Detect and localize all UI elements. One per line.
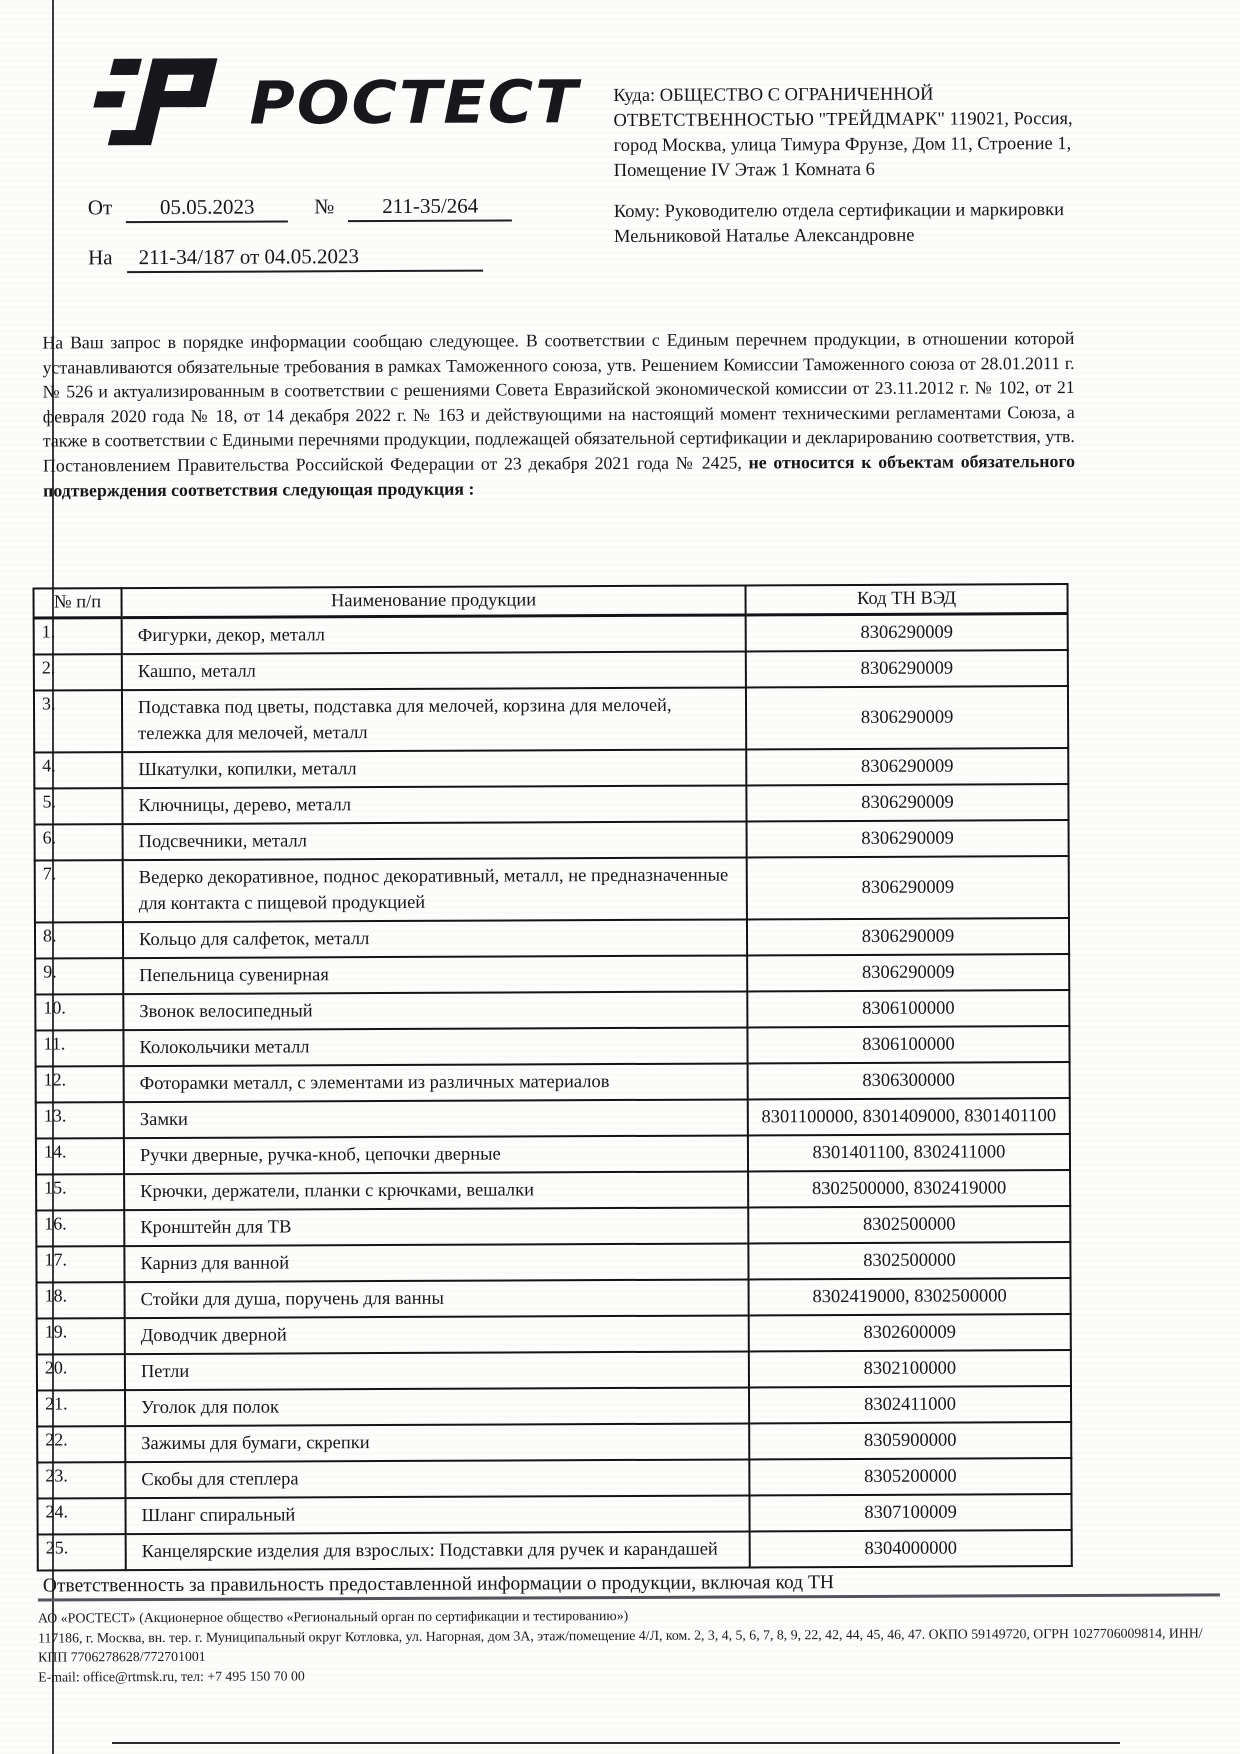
- row-number: 12.: [36, 1066, 124, 1102]
- body-paragraph: [42, 326, 1075, 503]
- from-date-value: 05.05.2023: [126, 194, 288, 223]
- product-name: Фигурки, декор, металл: [122, 615, 746, 654]
- table-row: [36, 1206, 1070, 1247]
- product-code: 8301401100, 8302411000: [748, 1134, 1070, 1171]
- product-name: Ручки дверные, ручка-кноб, цепочки дверные: [124, 1135, 748, 1174]
- reference-from-line: [88, 193, 513, 223]
- recipient-person: Мельниковой Наталье Александровне: [613, 225, 915, 248]
- product-code: 8306290009: [747, 856, 1069, 919]
- product-name: Замки: [124, 1099, 748, 1138]
- product-name: Фоторамки металл, с элементами из различных материалов: [124, 1063, 748, 1102]
- recipient-address: Куда: ОБЩЕСТВО С ОГРАНИЧЕННОЙ ОТВЕТСТВЕННОСТЬЮ "ТРЕЙДМАРК" 119021, Россия, город Москва, улица Тимура Фрунзе, Дом 11, Строение 1, Помещение IV Этаж 1 Комната 6: [613, 84, 1073, 182]
- row-number: 22.: [37, 1426, 125, 1462]
- product-name: Крючки, держатели, планки с крючками, вешалки: [124, 1171, 748, 1210]
- row-number: 16.: [36, 1210, 124, 1246]
- rostest-logo-icon: [83, 50, 235, 159]
- reference-reply-line: [88, 244, 483, 274]
- product-name: Канцелярские изделия для взрослых: Подставки для ручек и карандашей: [126, 1531, 750, 1570]
- table-row: [36, 1098, 1070, 1139]
- table-row: [37, 1314, 1071, 1355]
- product-code: 8306290009: [747, 918, 1069, 955]
- row-number: 3.: [34, 690, 122, 752]
- product-code: 8305900000: [749, 1422, 1071, 1459]
- product-code: 8306290009: [746, 748, 1068, 785]
- reply-reference-value: 211-34/187 от 04.05.2023: [127, 244, 483, 274]
- row-number: 10.: [35, 994, 123, 1030]
- row-number: 15.: [36, 1174, 124, 1210]
- product-table: [32, 583, 1072, 1572]
- table-row: [36, 1170, 1070, 1211]
- table-row: [36, 1242, 1070, 1283]
- product-name: Уголок для полок: [125, 1387, 749, 1426]
- table-row: [35, 954, 1069, 995]
- row-number: 17.: [36, 1246, 124, 1282]
- row-number: 21.: [37, 1390, 125, 1426]
- table-row: [35, 990, 1069, 1031]
- header-product-code: Код ТН ВЭД: [745, 584, 1067, 615]
- table-row: [34, 650, 1068, 691]
- product-code: 8302419000, 8302500000: [749, 1278, 1071, 1315]
- product-code: 8305200000: [749, 1458, 1071, 1495]
- table-row: [37, 1422, 1071, 1463]
- row-number: 18.: [37, 1282, 125, 1318]
- product-code: 8306290009: [746, 784, 1068, 821]
- row-number: 4.: [34, 752, 122, 788]
- recipient-attention: Кому: Руководителю отдела сертификации и маркировки: [613, 200, 1065, 223]
- row-number: 7.: [35, 860, 123, 922]
- number-label: №: [314, 194, 335, 219]
- footer-address-line: 117186, г. Москва, вн. тер. г. Муниципальный округ Котловка, ул. Нагорная, дом 3А, этаж/помещение 4/Л, ком. 2, 3, 4, 5, 6, 7, 8, 9, 22, 42, 44, 45, 46, 47. ОКПО 59149720, ОГРН 1027706009814, ИНН/КПП 7706278628/772701001: [38, 1624, 1203, 1665]
- row-number: 11.: [35, 1030, 123, 1066]
- reply-label: На: [88, 245, 113, 270]
- row-number: 14.: [36, 1138, 124, 1174]
- product-code: 8302500000: [748, 1206, 1070, 1243]
- table-row: [37, 1494, 1071, 1535]
- product-code: 8304000000: [750, 1530, 1072, 1567]
- product-name: Скобы для степлера: [125, 1459, 749, 1498]
- body-paragraph-text: На Ваш запрос в порядке информации сообщаю следующее. В соответствии с Единым перечнем продукции, в отношении которой устанавливаются обязательные требования в рамках Таможенного союза, утв. Решением Комиссии Таможенного союза от 28.01.2011 г. № 526 и актуализированным в соответствии с решениями Совета Евразийской экономической комиссии от 23.11.2012 г. № 102, от 21 февраля 2020 года № 18, от 14 декабря 2022 г. № 163 и действующими на настоящий момент техническими регламентами Союза, а также в соответствии с Едиными перечнями продукции, подлежащей обязательной сертификации и декларированию соответствия, утв. Постановлением Правительства Российской Федерации от 23 декабря 2021 года № 2425,: [42, 328, 1075, 476]
- header-product-name: Наименование продукции: [122, 585, 746, 617]
- table-row: [35, 918, 1069, 959]
- table-row: [38, 1530, 1072, 1571]
- table-row: [36, 1062, 1070, 1103]
- footer-company-line: АО «РОСТЕСТ» (Акционерное общество «Региональный орган по сертификации и тестированию»): [37, 1607, 629, 1626]
- product-name: Шланг спиральный: [125, 1495, 749, 1534]
- product-table-body: [34, 614, 1072, 1571]
- product-name: Звонок велосипедный: [123, 991, 747, 1030]
- table-row: [34, 784, 1068, 825]
- table-row: [37, 1350, 1071, 1391]
- product-name: Кольцо для салфеток, металл: [123, 919, 747, 958]
- header-row-number: № п/п: [34, 588, 122, 618]
- table-row: [34, 614, 1068, 655]
- table-row: [34, 748, 1068, 789]
- product-name: Стойки для душа, поручень для ванны: [125, 1279, 749, 1318]
- letterhead: [83, 48, 580, 158]
- table-row: [37, 1458, 1071, 1499]
- row-number: 25.: [38, 1534, 126, 1570]
- table-row: [35, 856, 1069, 923]
- body-paragraph-bold: не относится к объектам обязательного подтверждения соответствия следующая продукция :: [43, 450, 1075, 501]
- row-number: 8.: [35, 922, 123, 958]
- row-number: 2.: [34, 654, 122, 690]
- table-row: [37, 1386, 1071, 1427]
- row-number: 5.: [34, 788, 122, 824]
- product-code: 8306290009: [747, 954, 1069, 991]
- footer-block: [38, 1593, 1220, 1686]
- product-name: Доводчик дверной: [125, 1315, 749, 1354]
- product-name: Подставка под цветы, подставка для мелочей, корзина для мелочей, тележка для мелочей, металл: [122, 687, 746, 752]
- table-row: [35, 1026, 1069, 1067]
- row-number: 20.: [37, 1354, 125, 1390]
- product-code: 8306300000: [748, 1062, 1070, 1099]
- product-code: 8301100000, 8301409000, 8301401100: [748, 1098, 1070, 1135]
- recipient-block: [613, 82, 1080, 250]
- product-code: 8306290009: [746, 686, 1068, 749]
- product-code: 8302411000: [749, 1386, 1071, 1423]
- product-name: Ключницы, дерево, металл: [122, 785, 746, 824]
- row-number: 9.: [35, 958, 123, 994]
- product-name: Колокольчики металл: [123, 1027, 747, 1066]
- product-code: 8306290009: [746, 614, 1068, 652]
- product-name: Подсвечники, металл: [123, 821, 747, 860]
- row-number: 24.: [37, 1498, 125, 1534]
- product-code: 8306290009: [746, 650, 1068, 687]
- product-code: 8302100000: [749, 1350, 1071, 1387]
- product-code: 8307100009: [749, 1494, 1071, 1531]
- row-number: 23.: [37, 1462, 125, 1498]
- product-name: Зажимы для бумаги, скрепки: [125, 1423, 749, 1462]
- table-header-row: [34, 584, 1068, 618]
- product-code: 8306100000: [747, 990, 1069, 1027]
- table-row: [35, 820, 1069, 861]
- row-number: 6.: [35, 824, 123, 860]
- responsibility-note: Ответственность за правильность предоставленной информации о продукции, включая код ТН: [42, 1572, 834, 1597]
- table-row: [36, 1134, 1070, 1175]
- table-section: [32, 583, 1070, 1598]
- logo-wordmark: РОСТЕСТ: [249, 67, 580, 138]
- table-row: [34, 686, 1068, 753]
- product-name: Карниз для ванной: [124, 1243, 748, 1282]
- product-code: 8302500000: [748, 1242, 1070, 1279]
- product-name: Кронштейн для ТВ: [124, 1207, 748, 1246]
- product-name: Пепельница сувенирная: [123, 955, 747, 994]
- product-name: Петли: [125, 1351, 749, 1390]
- product-name: Кашпо, металл: [122, 651, 746, 690]
- product-code: 8306100000: [747, 1026, 1069, 1063]
- product-name: Шкатулки, копилки, металл: [122, 749, 746, 788]
- product-name: Ведерко декоративное, поднос декоративный, металл, не предназначенные для контакта с пищевой продукцией: [123, 857, 747, 922]
- row-number: 13.: [36, 1102, 124, 1138]
- footer-contact-line: E-mail: office@rtmsk.ru, тел: +7 495 150 70 00: [38, 1667, 305, 1685]
- outgoing-number-value: 211-35/264: [348, 193, 512, 222]
- row-number: 19.: [37, 1318, 125, 1354]
- table-row: [37, 1278, 1071, 1319]
- product-code: 8302600009: [749, 1314, 1071, 1351]
- from-label: От: [87, 195, 113, 220]
- row-number: 1.: [34, 618, 122, 655]
- product-code: 8306290009: [747, 820, 1069, 857]
- product-code: 8302500000, 8302419000: [748, 1170, 1070, 1207]
